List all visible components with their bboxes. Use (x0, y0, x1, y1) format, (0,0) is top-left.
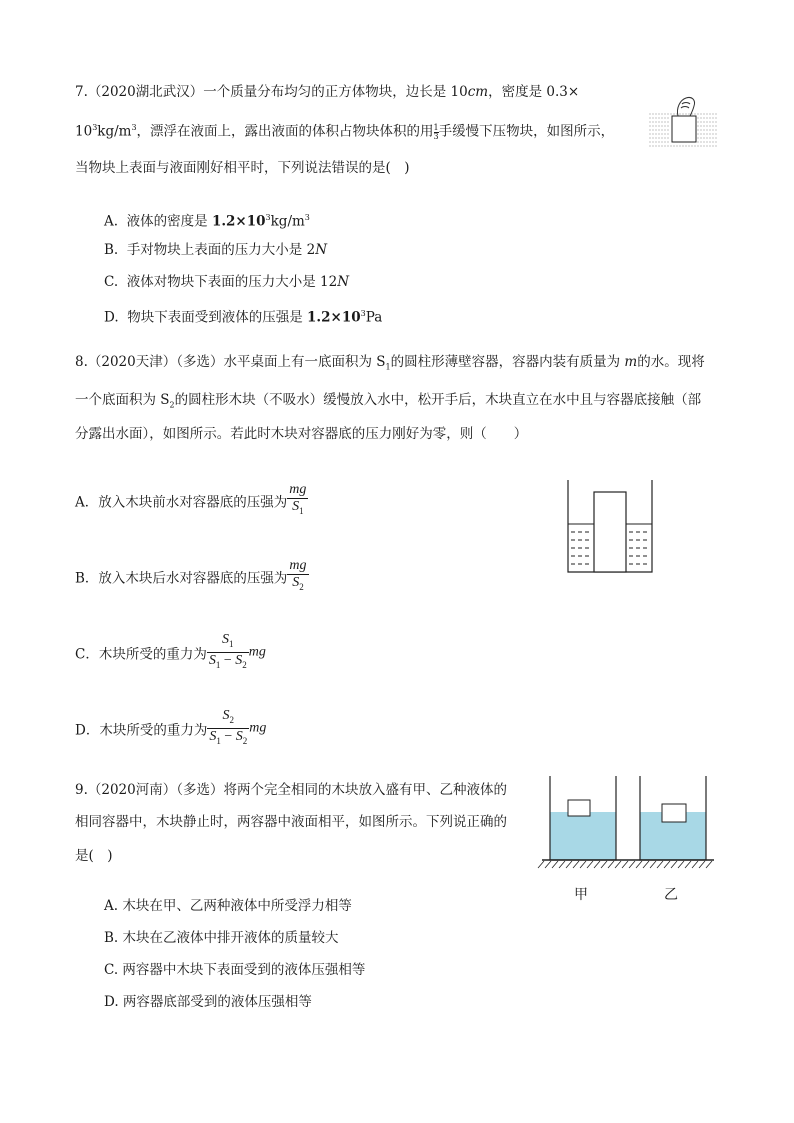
q7-l2-tail: 手缓慢下压物块，如图所示， (438, 123, 615, 140)
q9-hatch-line (552, 861, 558, 868)
q7-liquid-dot (662, 118, 663, 119)
q8-option-a (75, 482, 308, 519)
q7-liquid-dot (665, 114, 666, 115)
q7-line-2 (75, 118, 614, 142)
q7-liquid-dot (710, 142, 711, 143)
q7-liquid-dot (653, 130, 654, 131)
q8-opt-a-text: A．放入木块前水对容器底的压强为 (75, 494, 288, 511)
q7-liquid-dot (671, 146, 672, 147)
q7-liquid-dot (701, 134, 702, 135)
q7-liquid-dot (713, 130, 714, 131)
q7-liquid-dot (713, 118, 714, 119)
q7-liquid-dot (704, 118, 705, 119)
q7-liquid-dot (704, 114, 705, 115)
q7-liquid-dot (698, 114, 699, 115)
q7-liquid-dot (662, 126, 663, 127)
q9-hatch-line (622, 861, 628, 868)
q8-opt-d-num-s: S (222, 708, 230, 723)
q7-liquid-dot (659, 134, 660, 135)
q8-opt-a-den-sub: 1 (299, 505, 304, 516)
q8-opt-d-den-a: S (209, 728, 217, 744)
q9-hatch-line (573, 861, 579, 868)
q7-liquid-dot (707, 118, 708, 119)
q9-hatch-line (657, 861, 663, 868)
q7-liquid-dot (665, 118, 666, 119)
q7-liquid-dot (710, 134, 711, 135)
q7-cm-unit: cm (467, 84, 489, 100)
q7-liquid-dot (659, 142, 660, 143)
q9-liquid-left (550, 812, 616, 860)
q7-opt-a-val: 1.2×10 (211, 213, 266, 230)
q7-liquid-dot (653, 118, 654, 119)
q8-opt-c-tail: mg (248, 644, 266, 660)
q7-line-1-tail: ，密度是 0.3× (488, 84, 580, 100)
q7-l2-unit-exp: 3 (131, 123, 137, 132)
q7-liquid-dot (707, 130, 708, 131)
q7-liquid-dot (704, 142, 705, 143)
q7-liquid-dot (707, 138, 708, 139)
q7-liquid-dot (668, 146, 669, 147)
q7-liquid-dot (713, 138, 714, 139)
q7-line-1 (75, 82, 579, 102)
q7-liquid-dot (698, 118, 699, 119)
q7-liquid-dot (701, 130, 702, 131)
q9-hatch-line (608, 861, 614, 868)
q9-hatch-line (594, 861, 600, 868)
q7-option-b (104, 240, 327, 260)
q8-opt-c-num-sub: 1 (229, 638, 234, 649)
q8-l1-sub: 1 (385, 362, 391, 372)
q7-frac-num: 1 (433, 122, 439, 132)
q7-liquid-dot (716, 114, 717, 115)
q8-l1-b: 的圆柱形薄壁容器，容器内装有质量为 (390, 354, 625, 370)
q8-opt-b-num: mg (289, 558, 307, 573)
q9-line-3: 是( ) (75, 848, 113, 864)
q7-liquid-dot (650, 126, 651, 127)
q7-liquid-dot (707, 142, 708, 143)
q7-liquid-dot (656, 138, 657, 139)
q7-line-1-text: 7.（2020湖北武汉）一个质量分布均匀的正方体物块，边长是 10 (75, 84, 468, 100)
q7-liquid-dot (653, 122, 654, 123)
q7-opt-d-val: 1.2×10 (307, 309, 361, 326)
q7-liquid-dot (662, 146, 663, 147)
q7-liquid-dot (653, 146, 654, 147)
q7-opt-b-text: 手对物块上表面的压力大小是 2 (126, 242, 316, 258)
q7-liquid-dot (665, 126, 666, 127)
q7-liquid-dot (671, 114, 672, 115)
q7-block (672, 116, 696, 142)
q9-hatch-line (587, 861, 593, 868)
q8-opt-b-den-sub: 2 (299, 581, 304, 592)
q7-liquid-dot (710, 138, 711, 139)
q8-opt-c-text: C．木块所受的重力为 (75, 646, 207, 663)
q7-opt-a-unit: kg/m (270, 213, 305, 230)
q7-liquid-dot (701, 118, 702, 119)
q7-opt-c-label: C. (104, 274, 119, 290)
q7-opt-a-text: 液体的密度是 (126, 213, 212, 230)
q7-liquid-dot (713, 134, 714, 135)
q7-liquid-dot (716, 142, 717, 143)
q7-liquid-dot (716, 146, 717, 147)
q7-liquid-dot (707, 146, 708, 147)
q7-liquid-dot (653, 114, 654, 115)
q7-liquid-dot (698, 142, 699, 143)
q7-liquid-dot (650, 130, 651, 131)
q7-opt-a-label: A. (104, 213, 119, 230)
q9-block-left (568, 800, 590, 816)
q7-liquid-dot (701, 138, 702, 139)
q8-opt-c-den-op: − (220, 652, 236, 668)
q7-liquid-dot (653, 126, 654, 127)
q7-liquid-dot (698, 134, 699, 135)
q7-option-a (104, 208, 310, 232)
q7-liquid-dot (653, 134, 654, 135)
q7-liquid-dot (650, 122, 651, 123)
q8-opt-b-fraction (287, 558, 308, 595)
q9-line-1: 9.（2020河南）（多选）将两个完全相同的木块放入盛有甲、乙种液体的 (75, 782, 507, 798)
q7-liquid-dot (668, 114, 669, 115)
q9-hatch-line (566, 861, 572, 868)
q8-opt-c-den-b: S (235, 652, 243, 668)
q7-liquid-dot (665, 146, 666, 147)
q8-opt-a-den (287, 499, 308, 519)
q7-liquid-dot (710, 146, 711, 147)
q8-opt-d-den-b: S (235, 728, 243, 744)
q7-liquid-dot (656, 114, 657, 115)
q7-liquid-dot (656, 126, 657, 127)
q7-opt-c-unit: N (337, 274, 350, 290)
q7-liquid-dot (689, 114, 690, 115)
q8-opt-d-den (207, 729, 249, 749)
q7-liquid-dot (716, 126, 717, 127)
q7-liquid-dot (698, 138, 699, 139)
q7-liquid-dot (707, 126, 708, 127)
q7-frac-den: 3 (433, 131, 439, 141)
q7-liquid-dot (662, 138, 663, 139)
q9-hatch-line (615, 861, 621, 868)
q9-hatch-line (650, 861, 656, 868)
q7-liquid-dot (650, 142, 651, 143)
q7-l2-text: ，漂浮在液面上，露出液面的体积占物块体积的用 (136, 123, 434, 140)
q7-liquid-dot (710, 118, 711, 119)
q7-liquid-dot (677, 146, 678, 147)
q7-liquid-dot (710, 114, 711, 115)
q7-liquid-dot (674, 114, 675, 115)
q7-liquid-dot (668, 118, 669, 119)
q9-hatch-line (678, 861, 684, 868)
q8-opt-d-num-sub: 2 (229, 714, 235, 725)
q7-liquid-dot (698, 130, 699, 131)
q7-liquid-dot (653, 142, 654, 143)
q7-liquid-dot (650, 114, 651, 115)
q7-opt-d-text: 物块下表面受到液体的压强是 (127, 309, 308, 326)
q8-opt-c-num (207, 632, 249, 653)
q7-liquid-dot (683, 114, 684, 115)
q7-liquid-dot (662, 130, 663, 131)
q7-liquid-dot (707, 134, 708, 135)
q9-hatch-line (671, 861, 677, 868)
q9-hatch-line (538, 861, 544, 868)
q7-liquid-dot (692, 146, 693, 147)
q9-hatch-line (685, 861, 691, 868)
q7-liquid-dot (665, 138, 666, 139)
q7-liquid-dot (701, 114, 702, 115)
q9-hatch-line (636, 861, 642, 868)
q7-liquid-dot (680, 114, 681, 115)
q8-opt-a-num: mg (289, 482, 307, 497)
q9-hatch-line (692, 861, 698, 868)
q8-line-3: 分露出水面），如图所示。若此时木块对容器底的压力刚好为零，则（ ） (75, 426, 528, 442)
q9-option-d: D. 两容器底部受到的液体压强相等 (104, 994, 312, 1010)
q7-liquid-dot (713, 146, 714, 147)
q7-liquid-dot (716, 138, 717, 139)
q7-liquid-dot (656, 122, 657, 123)
q7-l2-head: 10 (75, 123, 93, 140)
q8-l1-m: m (624, 354, 638, 370)
q7-liquid-dot (707, 114, 708, 115)
q7-liquid-dot (695, 114, 696, 115)
q9-figure (536, 774, 722, 874)
q7-liquid-dot (701, 126, 702, 127)
q8-opt-c-fraction (207, 632, 249, 673)
q8-opt-a-den-s: S (292, 499, 300, 514)
q7-opt-b-unit: N (315, 242, 328, 258)
q8-option-c (75, 632, 266, 673)
q7-liquid-dot (704, 134, 705, 135)
q9-line-2: 相同容器中，木块静止时，两容器中液面相平，如图所示。下列说正确的 (75, 814, 507, 830)
q7-opt-d-unit: Pa (365, 309, 383, 326)
q9-hatch-line (664, 861, 670, 868)
q7-liquid-dot (689, 146, 690, 147)
q7-liquid-dot (662, 122, 663, 123)
q7-liquid-dot (659, 126, 660, 127)
q8-opt-c-den (207, 653, 249, 673)
q8-opt-d-den-b-sub: 2 (242, 735, 248, 746)
q9-option-c: C. 两容器中木块下表面受到的液体压强相等 (104, 962, 366, 978)
q8-line-2 (75, 390, 701, 416)
q9-option-b: B. 木块在乙液体中排开液体的质量较大 (104, 930, 339, 946)
q7-figure (648, 94, 718, 152)
q9-caption-right: 乙 (664, 887, 678, 903)
q9-hatch-line (601, 861, 607, 868)
q7-liquid-dot (704, 130, 705, 131)
q9-caption-left: 甲 (574, 887, 588, 903)
q8-l2-a: 一个底面积为 S (75, 392, 170, 408)
q7-liquid-dot (665, 130, 666, 131)
q7-liquid-dot (710, 130, 711, 131)
q8-opt-c-den-a: S (208, 652, 216, 668)
q7-liquid-dot (665, 134, 666, 135)
q9-option-a: A. 木块在甲、乙两种液体中所受浮力相等 (104, 898, 352, 914)
q7-liquid-dot (680, 146, 681, 147)
q8-opt-a-fraction (287, 482, 308, 519)
q7-liquid-dot (650, 138, 651, 139)
q7-liquid-dot (668, 138, 669, 139)
q7-liquid-dot (701, 142, 702, 143)
q7-liquid-dot (668, 126, 669, 127)
q8-wood-block (594, 492, 626, 572)
q8-opt-c-den-a-sub: 1 (215, 659, 221, 670)
q7-liquid-dot (695, 146, 696, 147)
q8-l2-sub: 2 (169, 400, 175, 410)
q7-liquid-dot (698, 126, 699, 127)
q7-hand (677, 97, 694, 116)
q8-l2-b: 的圆柱形木块（不吸水）缓慢放入水中，松开手后，木块直立在水中且与容器底接触（部 (174, 392, 702, 408)
q7-l2-exp: 3 (92, 123, 98, 132)
q8-l1-c: 的水。现将 (637, 354, 705, 370)
q7-liquid-dot (698, 122, 699, 123)
q7-liquid-dot (662, 114, 663, 115)
q7-liquid-dot (659, 130, 660, 131)
q7-liquid-dot (713, 126, 714, 127)
q9-hatch-line (545, 861, 551, 868)
q7-liquid-dot (686, 114, 687, 115)
q7-liquid-dot (710, 122, 711, 123)
q7-liquid-dot (686, 146, 687, 147)
q8-opt-d-tail: mg (249, 720, 267, 736)
q8-l1-a: 8.（2020天津）（多选）水平桌面上有一底面积为 S (75, 354, 386, 370)
q7-liquid-dot (668, 122, 669, 123)
q7-liquid-dot (704, 126, 705, 127)
q8-opt-b-den (287, 575, 308, 595)
q7-liquid-dot (665, 122, 666, 123)
q7-l2-unit: kg/m (97, 123, 132, 140)
q7-liquid-dot (659, 118, 660, 119)
q7-opt-a-exp: 3 (265, 213, 271, 222)
q8-opt-d-num (207, 708, 249, 729)
q7-opt-d-label: D. (104, 309, 119, 326)
q7-liquid-dot (716, 134, 717, 135)
q7-liquid-dot (656, 118, 657, 119)
q8-option-d (75, 708, 266, 749)
q7-liquid-dot (701, 122, 702, 123)
q9-block-right (662, 804, 686, 822)
q7-liquid-dot (704, 138, 705, 139)
q7-liquid-dot (713, 122, 714, 123)
q7-liquid-dot (674, 146, 675, 147)
q9-hatch-line (580, 861, 586, 868)
q7-liquid-dot (683, 146, 684, 147)
q7-opt-a-unit-exp: 3 (304, 213, 310, 222)
q7-liquid-dot (701, 146, 702, 147)
q7-liquid-dot (716, 118, 717, 119)
q8-opt-c-den-b-sub: 2 (242, 659, 247, 670)
q7-liquid-dot (710, 126, 711, 127)
q7-liquid-dot (659, 146, 660, 147)
q7-liquid-dot (653, 138, 654, 139)
q7-liquid-dot (659, 114, 660, 115)
q7-liquid-dot (650, 118, 651, 119)
q9-ground-hatch (538, 861, 712, 868)
q8-opt-b-text: B．放入木块后水对容器底的压强为 (75, 570, 288, 587)
q8-opt-d-fraction (207, 708, 249, 749)
q8-line-1 (75, 352, 705, 378)
q9-hatch-line (699, 861, 705, 868)
q7-liquid-dot (716, 130, 717, 131)
q8-option-b (75, 558, 309, 595)
q7-opt-d-exp: 3 (360, 309, 366, 318)
q7-liquid-dot (713, 114, 714, 115)
q8-opt-d-text: D．木块所受的重力为 (75, 722, 208, 739)
q8-opt-c-num-s: S (222, 632, 230, 647)
q7-liquid-dot (650, 146, 651, 147)
q9-hatch-line (559, 861, 565, 868)
q7-liquid-dot (665, 142, 666, 143)
q7-liquid-dot (662, 142, 663, 143)
q7-liquid-dot (704, 122, 705, 123)
q7-line-3: 当物块上表面与液面刚好相平时，下列说法错误的是( ) (75, 160, 410, 176)
q9-hatch-line (629, 861, 635, 868)
q7-liquid-dot (716, 122, 717, 123)
q8-figure (560, 478, 660, 576)
q7-liquid-dot (668, 134, 669, 135)
q8-opt-b-den-s: S (292, 575, 300, 590)
q7-liquid-dot (662, 134, 663, 135)
q7-option-d (104, 304, 382, 328)
q7-liquid-dot (713, 142, 714, 143)
q7-liquid-dot (656, 142, 657, 143)
q8-opt-d-den-op: − (220, 728, 236, 744)
q7-liquid-dot (668, 130, 669, 131)
q9-hatch-line (643, 861, 649, 868)
q7-liquid-dot (698, 146, 699, 147)
q7-liquid-dot (704, 146, 705, 147)
q7-liquid-dot (659, 138, 660, 139)
q7-liquid-dot (656, 134, 657, 135)
q7-option-c (104, 272, 349, 292)
q7-liquid-dot (656, 130, 657, 131)
q7-liquid-dot (650, 134, 651, 135)
q7-liquid-dot (668, 142, 669, 143)
q7-opt-b-label: B. (104, 242, 119, 258)
q8-opt-d-den-a-sub: 1 (216, 735, 221, 746)
q7-liquid-dot (659, 122, 660, 123)
q7-liquid-dot (656, 146, 657, 147)
q9-hatch-line (706, 861, 712, 868)
q7-opt-c-text: 液体对物块下表面的压力大小是 12 (126, 274, 338, 290)
q7-liquid-dot (707, 122, 708, 123)
